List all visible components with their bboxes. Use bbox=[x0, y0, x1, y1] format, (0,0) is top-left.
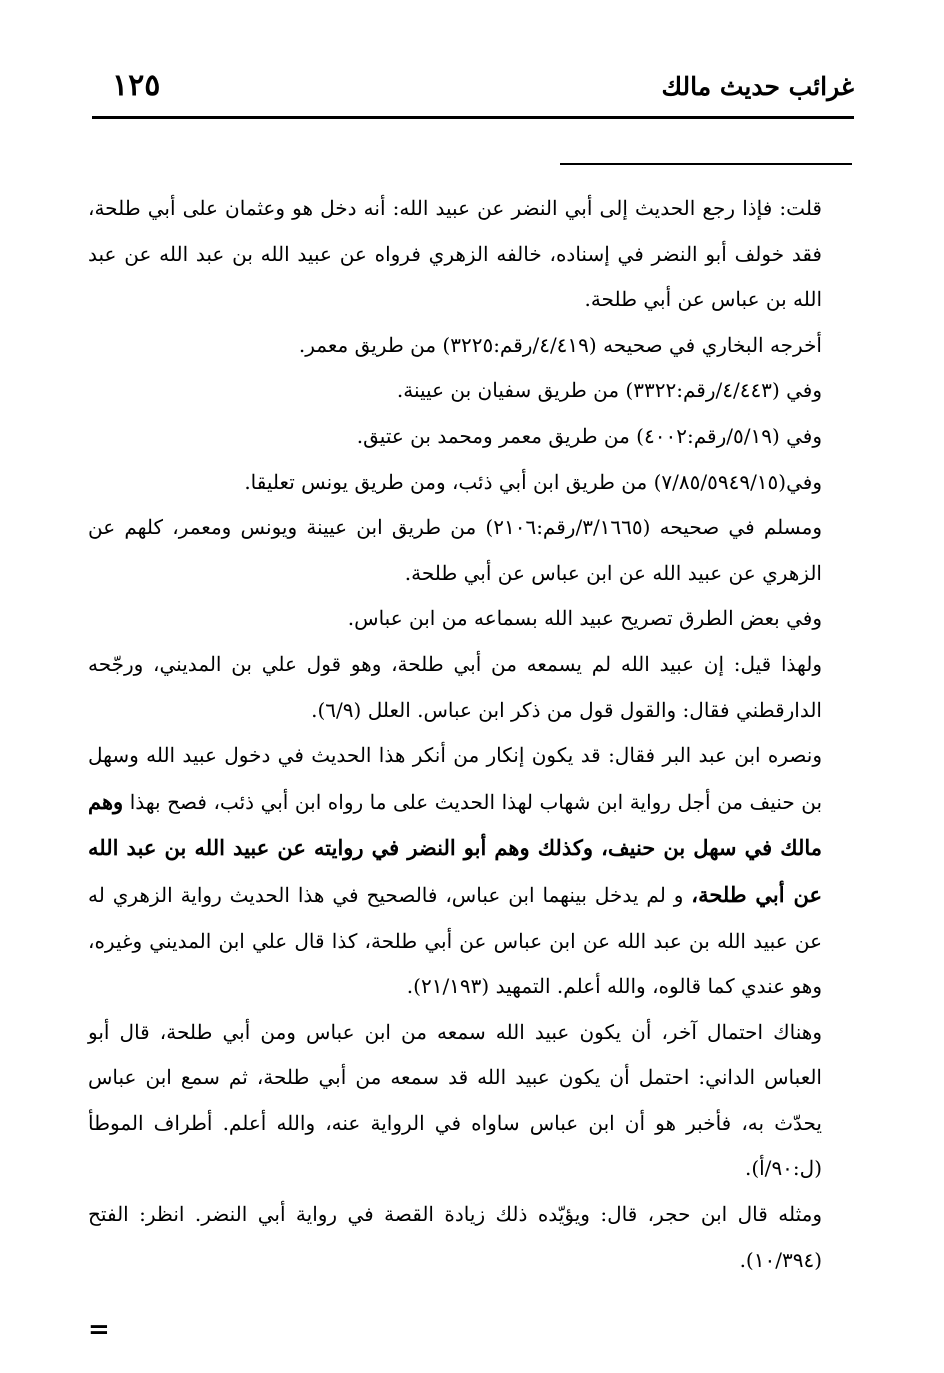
paragraph: وفي بعض الطرق تصريح عبيد الله بسماعه من ابن عباس. bbox=[347, 606, 822, 631]
text-span: و لم يدخل بينهما ابن عباس، فالصحيح في هذا الحديث رواية الزهري له عن عبيد الله بن عبد الله عن ابن عباس عن أبي طلحة، كذا قال علي ابن المديني وغيره، وهو عندي كما قالوه، والله أعلم. التمهيد (٢١/١٩٣). bbox=[88, 882, 822, 999]
page-number: ١٢٥ bbox=[112, 68, 161, 103]
emphasized-text: وهم مالك في سهل بن حنيف، وكذلك وهم أبو النضر في روايته عن عبيد الله بن عبد الله عن أبي طلحة، bbox=[88, 788, 822, 907]
paragraph: قلت: فإذا رجع الحديث إلى أبي النضر عن عبيد الله: أنه دخل هو وعثمان على أبي طلحة، فقد خولف أبو النضر في إسناده، خالفه الزهري فرواه عن عبيد الله بن عبد الله عن عبد الله بن عباس عن أبي طلحة. bbox=[88, 196, 822, 312]
paragraph: أخرجه البخاري في صحيحه (٤/٤١٩/رقم:٣٢٢٥) من طريق معمر. bbox=[298, 332, 822, 357]
paragraph: وهناك احتمال آخر، أن يكون عبيد الله سمعه من ابن عباس ومن أبي طلحة، قال أبو العباس الداني: احتمل أن يكون عبيد الله قد سمعه من أبي طلحة، ثم سمع ابن عباس يحدّث به، فأخبر هو أن ابن عباس ساواه في الرواية عنه، والله أعلم. أطراف الموطأ (ل:٩٠/أ). bbox=[88, 1019, 822, 1181]
footnote-separator-rule bbox=[560, 163, 852, 165]
paragraph: ولهذا قيل: إن عبيد الله لم يسمعه من أبي طلحة، وهو قول علي بن المديني، ورجّحه الدارقطني فقال: والقول قول من ذكر ابن عباس. العلل (٦/٩). bbox=[88, 651, 823, 722]
paragraph: ومثله قال ابن حجر، قال: ويؤيّده ذلك زيادة القصة في رواية أبي النضر. انظر: الفتح (١٠/٣٩٤). bbox=[88, 1202, 822, 1272]
paragraph: ومسلم في صحيحه (٣/١٦٦٥/رقم:٢١٠٦) من طريق ابن عيينة ويونس ومعمر، كلهم عن الزهري عن عبيد الله عن ابن عباس عن أبي طلحة. bbox=[88, 515, 823, 585]
continuation-mark: = bbox=[88, 1315, 110, 1345]
paragraph: وفي (٤/٤٤٣/رقم:٣٣٢٢) من طريق سفيان بن عيينة. bbox=[396, 378, 822, 403]
text-span: ونصره ابن عبد البر فقال: قد يكون إنكار من أنكر هذا الحديث في دخول عبيد الله وسهل بن حنيف من أجل رواية ابن شهاب لهذا الحديث على ما رواه ابن أبي ذئب، فصح بهذا bbox=[88, 743, 823, 814]
paragraph: وفي(٧/٨٥/٥٩٤٩/١٥) من طريق ابن أبي ذئب، ومن طريق يونس تعليقا. bbox=[244, 469, 822, 494]
running-title: غرائب حديث مالك bbox=[661, 72, 854, 101]
paragraph bbox=[88, 733, 822, 1010]
header-rule bbox=[92, 116, 854, 119]
footnote-text bbox=[88, 186, 822, 1283]
paragraph: وفي (٥/١٩/رقم:٤٠٠٢) من طريق معمر ومحمد بن عتيق. bbox=[356, 423, 822, 448]
